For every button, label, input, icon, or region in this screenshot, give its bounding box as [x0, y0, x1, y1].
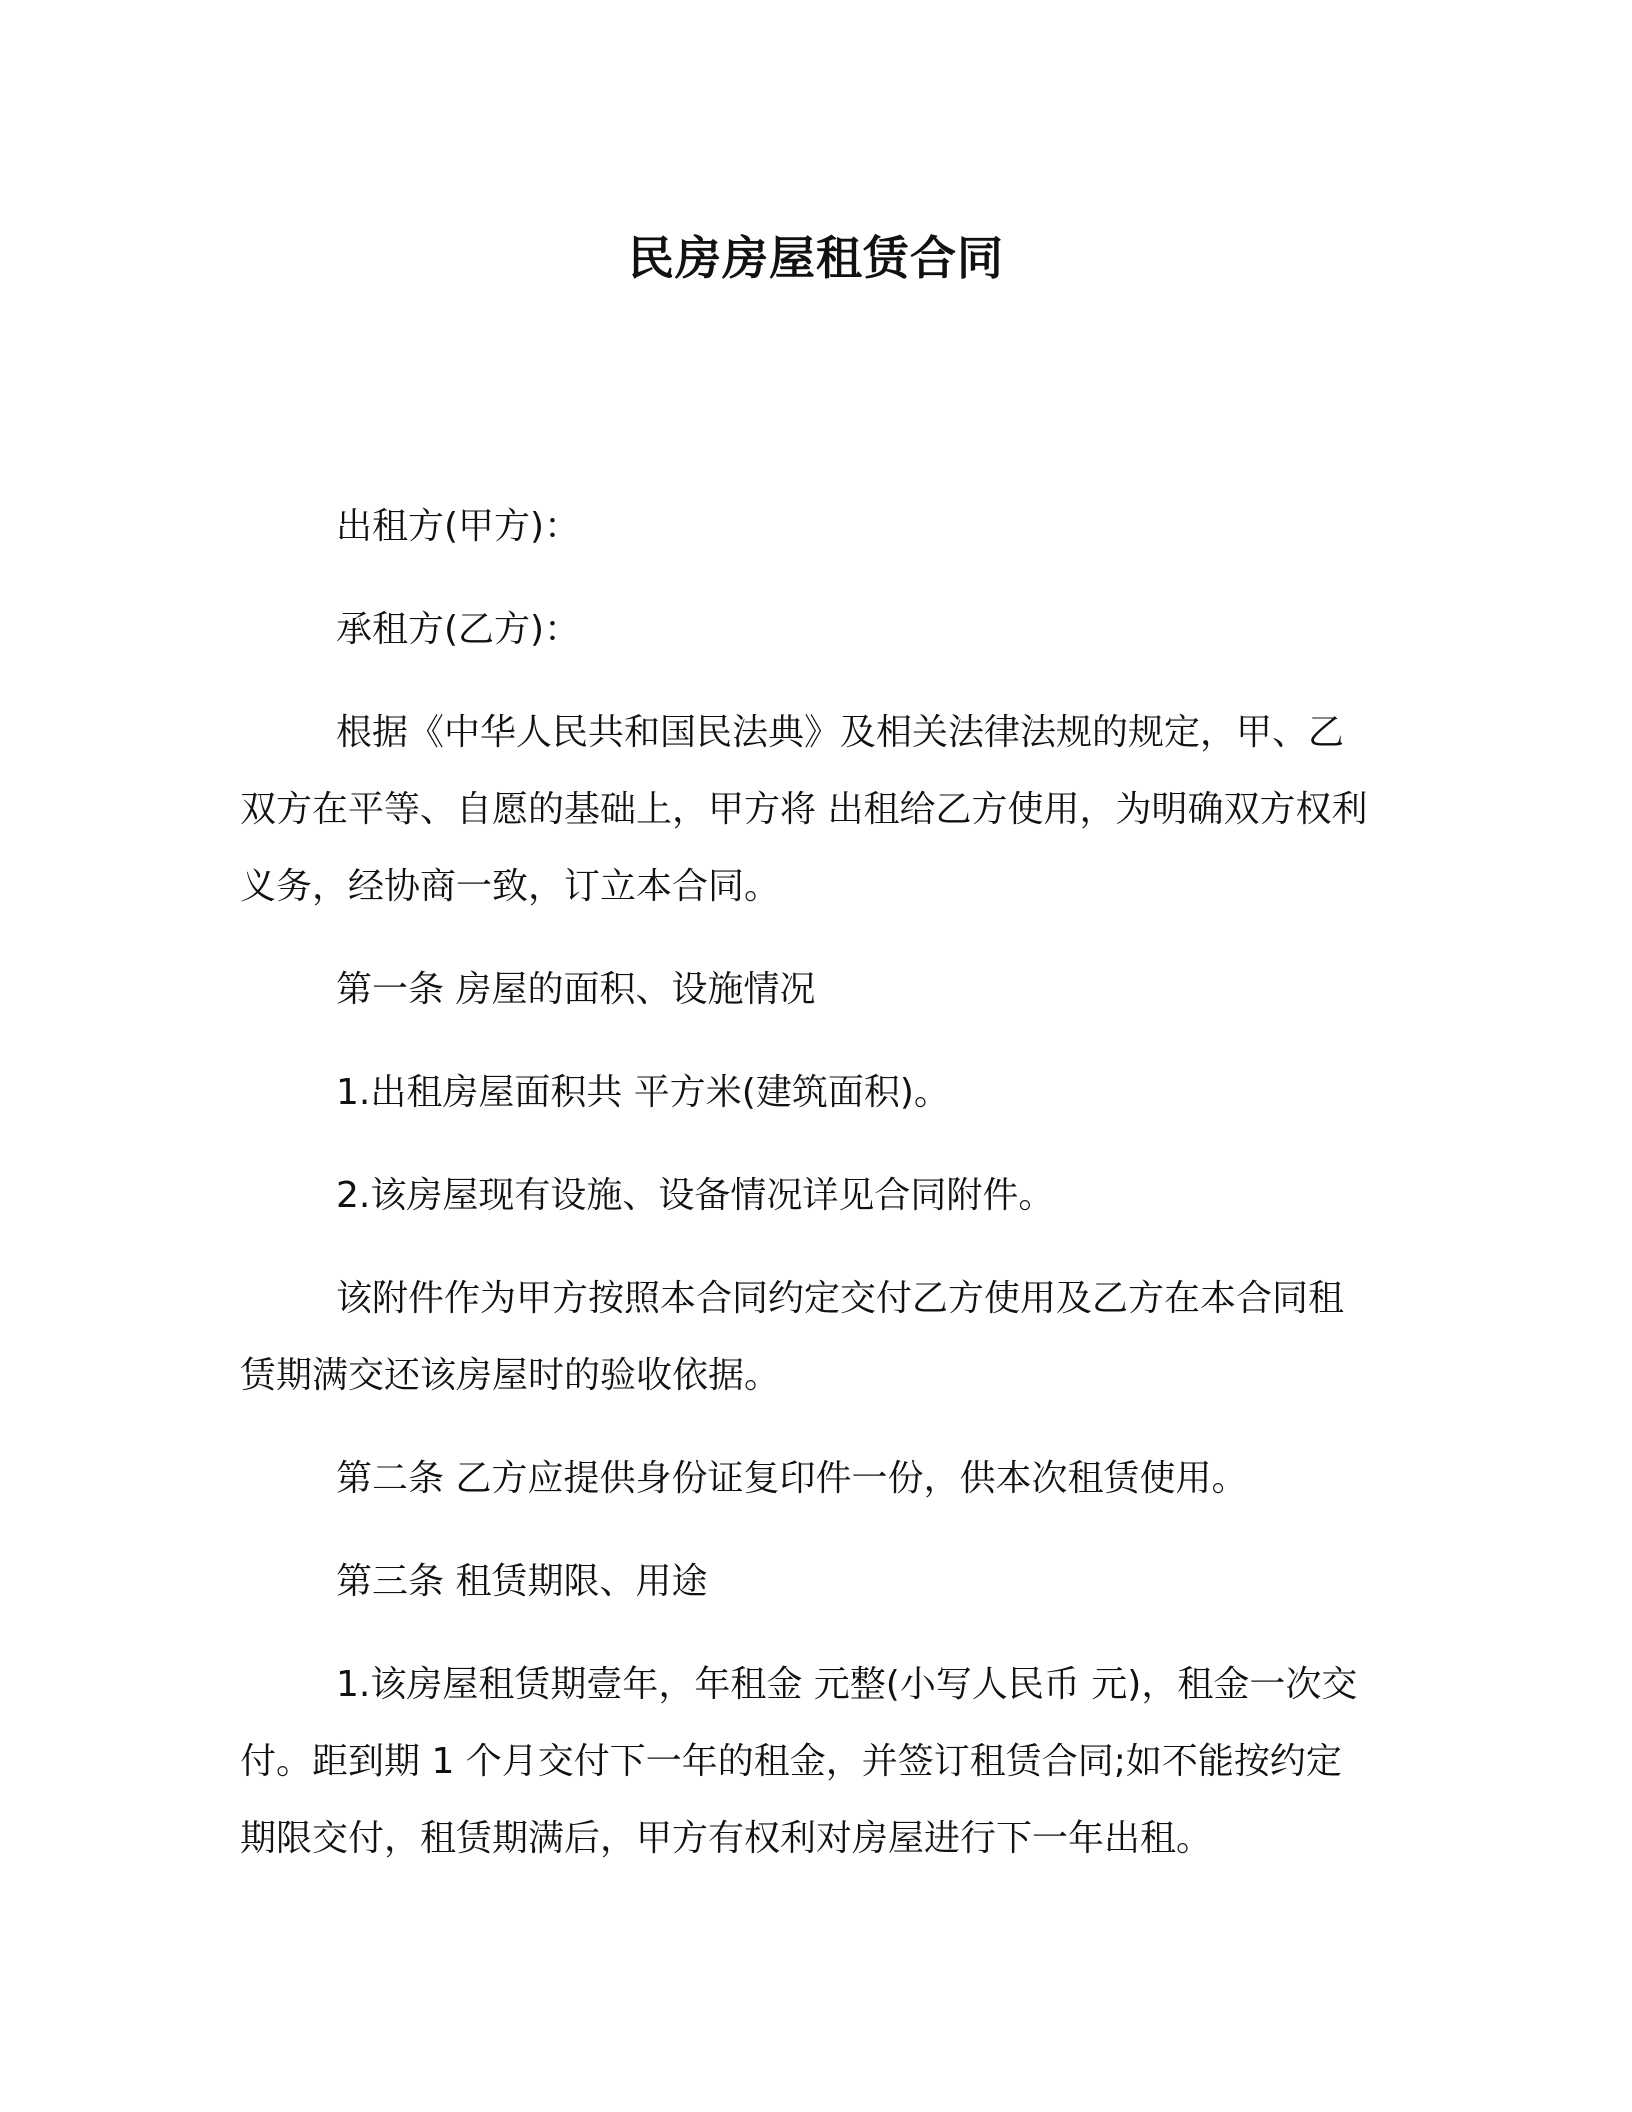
annex-paragraph: 该附件作为甲方按照本合同约定交付乙方使用及乙方在本合同租赁期满交还该房屋时的验收依据。 [240, 1278, 1345, 1396]
lessee-line: 承租方(乙方)： [336, 609, 581, 650]
article-1-item-1: 1.出租房屋面积共 平方米(建筑面积)。 [336, 1072, 950, 1113]
lessor-line: 出租方(甲方)： [336, 506, 581, 547]
document-body [240, 488, 1375, 1903]
article-3-heading: 第三条 租赁期限、用途 [336, 1561, 708, 1602]
article-1-item-2: 2.该房屋现有设施、设备情况详见合同附件。 [336, 1175, 1055, 1216]
preamble-paragraph: 根据《中华人民共和国民法典》及相关法律法规的规定，甲、乙双方在平等、自愿的基础上，甲方将 出租给乙方使用，为明确双方权利义务，经协商一致，订立本合同。 [240, 712, 1368, 907]
article-3-item-1: 1.该房屋租赁期壹年，年租金 元整(小写人民币 元)，租金一次交付。距到期 1 个月交付下一年的租金，并签订租赁合同;如不能按约定期限交付，租赁期满后，甲方有权利对房屋进行下一年出租。 [240, 1664, 1358, 1859]
article-2-paragraph: 第二条 乙方应提供身份证复印件一份，供本次租赁使用。 [336, 1458, 1248, 1499]
document-title: 民房房屋租赁合同 [628, 231, 1004, 285]
article-1-heading: 第一条 房屋的面积、设施情况 [336, 969, 816, 1010]
